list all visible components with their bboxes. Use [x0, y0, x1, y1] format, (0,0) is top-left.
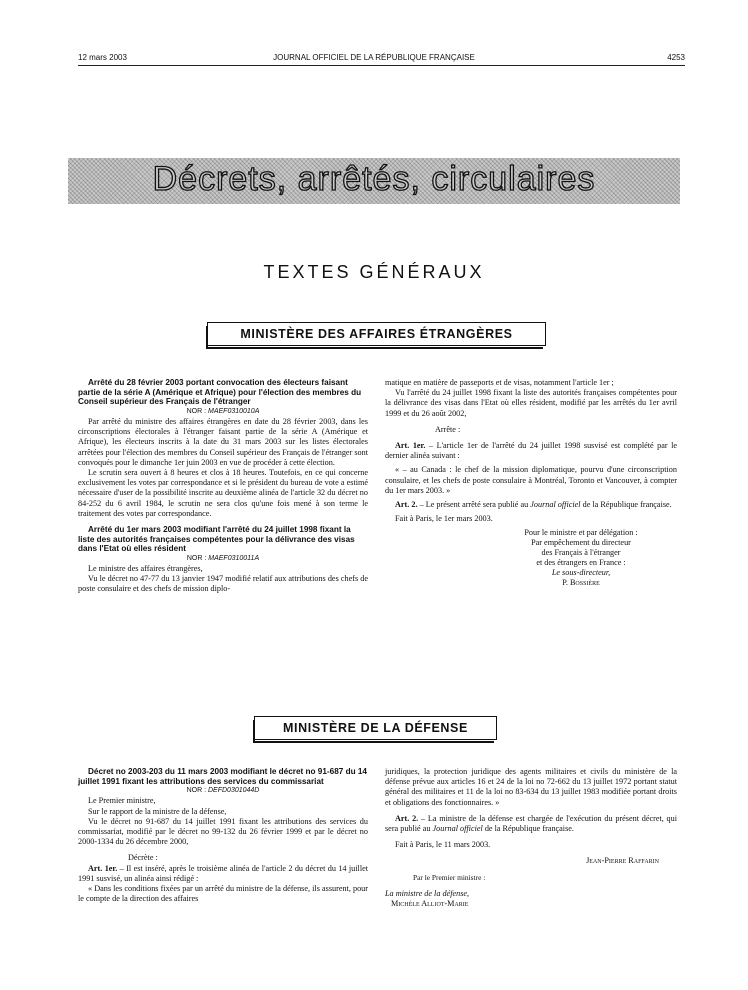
header-page-number: 4253: [667, 53, 685, 62]
header-date: 12 mars 2003: [78, 53, 127, 62]
article-number: Art. 2.: [395, 813, 419, 823]
signer-name: Michèle Alliot-Marie: [391, 899, 469, 909]
signature-block: Pour le ministre et par délégation : Par empêchement du directeur des Français à l'étranger et des étrangers en France : Le sous-directeur, P. Bossière: [485, 528, 677, 588]
article-title: Décret no 2003-203 du 11 mars 2003 modifiant le décret no 91-687 du 14 juillet 1991 fixant les attributions des services du commissariat: [78, 767, 367, 786]
column-right-1: matique en matière de passeports et de visas, notamment l'article 1er ; Vu l'arrêté du 24 juillet 1998 fixant la liste des autorités françaises compétentes pour la délivrance des visas dans l'Etat où elles résident, modifié par les arrêtés du 1er avril 1999 et du 26 août 2002, Arrête : Art. 1er. – L'article 1er de l'arrêté du 24 juillet 1998 susvisé est complété par le dernier alinéa suivant : « – au Canada : le chef de la mission diplomatique, pourvu d'une circonscription consulaire, et les chefs de poste consulaire à Montréal, Toronto et Vancouver, à compter du 1er mars 2003. » Art. 2. – Le présent arrêté sera publié au Journal officiel de la République française. Fait à Paris, le 1er mars 2003. Pour le ministre et par délégation : Par empêchement du directeur des Français à l'étranger et des étrangers en France : Le sous-directeur, P. Bossière: [385, 378, 677, 588]
paragraph: Vu le décret no 91-687 du 14 juillet 1991 fixant les attributions des services du commissariat, modifié par le décret no 99-132 du 26 février 1999 et par le décret no 2000-1334 du 26 décembre 2000,: [78, 816, 368, 847]
arrete-label: Arrête :: [435, 424, 461, 434]
column-right-2: juridiques, la protection juridique des agents militaires et civils du ministère de la défense prévue aux articles 16 et 24 de la loi no 72-662 du 13 juillet 1972 portant statut général des militaires et 11 de la loi no 83-634 du 13 juillet 1983 modifiée portant droits et obligations des fonctionnaires. » Art. 2. – La ministre de la défense est chargée de l'exécution du présent décret, qui sera publié au Journal officiel de la République française. Fait à Paris, le 11 mars 2003. Jean-Pierre Raffarin Par le Premier ministre : La ministre de la défense, Michèle Alliot-Marie: [385, 767, 677, 909]
paragraph: Vu l'arrêté du 24 juillet 1998 fixant la liste des autorités françaises compétentes pour la délivrance des visas dans l'Etat où elles résident, modifié par les arrêtés du 1er avril 1999 et du 26 août 2002,: [385, 388, 677, 418]
paragraph: Le ministre des affaires étrangères,: [88, 564, 203, 573]
fait-a-paris: Fait à Paris, le 11 mars 2003.: [395, 840, 491, 850]
decrete-label: Décrète :: [128, 853, 158, 863]
article-number: Art. 1er.: [395, 441, 426, 451]
paragraph: Le Premier ministre,: [88, 796, 156, 806]
paragraph: juridiques, la protection juridique des agents militaires et civils du ministère de la défense prévue aux articles 16 et 24 de la loi no 72-662 du 13 juillet 1972 portant statut général des militaires et 11 de la loi no 83-634 du 13 juillet 1983 modifiée portant droits et obligations des fonctionnaires. »: [385, 767, 677, 807]
banner-title: Décrets, arrêtés, circulaires: [152, 160, 596, 198]
header-journal-title: JOURNAL OFFICIEL DE LA RÉPUBLIQUE FRANÇAISE: [273, 53, 475, 62]
column-left-1: Arrêté du 28 février 2003 portant convocation des électeurs faisant partie de la série A (Amérique et Afrique) pour l'élection des membres du Conseil supérieur des Français de l'étranger NOR : MAEF0310010A Par arrêté du ministre des affaires étrangères en date du 28 février 2003, dans les circonscriptions électorales à l'étranger faisant partie de la série A (Amérique et Afrique), les électeurs inscrits à la date du 31 mars 2003 sur les listes électorales arrêtées pour l'élection des membres du Conseil supérieur des Français de l'étranger sont convoqués pour le dimanche 1er juin 2003 en vue de procéder à cette élection. Le scrutin sera ouvert à 8 heures et clos à 18 heures. Toutefois, en ce qui concerne exclusivement les votes par correspondance et si le président du bureau de vote a estimé nécessaire d'user de la possibilité inscrite au deuxième alinéa de l'article 32 du décret no 84-252 du 6 avril 1984, le scrutin ne sera clos qu'une fois mené à son terme le traitement des votes par correspondance. Arrêté du 1er mars 2003 modifiant l'arrêté du 24 juillet 1998 fixant la liste des autorités françaises compétentes pour la délivrance des visas dans l'Etat où elles résident NOR : MAEF0310011A Le ministre des affaires étrangères, Vu le décret no 47-77 du 13 janvier 1947 modifié relatif aux attributions des chefs de poste consulaire et des chefs de mission diplo-: [78, 378, 368, 594]
paragraph: Vu le décret no 47-77 du 13 janvier 1947 modifié relatif aux attributions des chefs de poste consulaire et des chefs de mission diplo-: [78, 574, 368, 594]
paragraph: Par arrêté du ministre des affaires étrangères en date du 28 février 2003, dans les circonscriptions électorales à l'étranger faisant partie de la série A (Amérique et Afrique), les électeurs inscrits à la date du 31 mars 2003 sur les listes électorales arrêtées pour l'élection des membres du Conseil supérieur des Français de l'étranger sont convoqués pour le dimanche 1er juin 2003 en vue de procéder à cette élection.: [78, 416, 368, 467]
ministry-name: MINISTÈRE DES AFFAIRES ÉTRANGÈRES: [240, 327, 513, 341]
paragraph: Le scrutin sera ouvert à 8 heures et clos à 18 heures. Toutefois, en ce qui concerne exclusivement les votes par correspondance et si le président du bureau de vote a estimé nécessaire d'user de la possibilité inscrite au deuxième alinéa de l'article 32 du décret no 84-252 du 6 avril 1984, le scrutin ne sera clos qu'une fois mené à son terme le traitement des votes par correspondance.: [78, 468, 368, 518]
article-number: Art. 1er.: [88, 863, 118, 873]
nor-code: MAEF0310010A: [208, 407, 260, 415]
fait-a-paris: Fait à Paris, le 1er mars 2003.: [395, 514, 493, 524]
header-rule: [78, 65, 685, 66]
paragraph: Sur le rapport de la ministre de la défense,: [88, 806, 227, 816]
par-le-premier-ministre: Par le Premier ministre :: [413, 872, 486, 882]
article-title: Arrêté du 1er mars 2003 modifiant l'arrêté du 24 juillet 1998 fixant la liste des autorités françaises compétentes pour la délivrance des visas dans l'Etat où elles résident: [78, 525, 355, 554]
quote: « – au Canada : le chef de la mission diplomatique, pourvu d'une circonscription consulaire, et les chefs de poste consulaire à Montréal, Toronto et Vancouver, à compter du 1er mars 2003. »: [385, 465, 677, 495]
nor-code: DEFD0301044D: [208, 787, 260, 795]
ministry-box-defense: [254, 716, 497, 740]
article-title: Arrêté du 28 février 2003 portant convocation des électeurs faisant partie de la série A (Amérique et Afrique) pour l'élection des membres du Conseil supérieur des Français de l'étranger: [78, 378, 362, 407]
signer-name: P. Bossière: [562, 578, 600, 588]
banner: [68, 158, 680, 204]
paragraph: matique en matière de passeports et de visas, notamment l'article 1er ;: [385, 378, 614, 387]
quote: « Dans les conditions fixées par un arrêté du ministre de la défense, ils assurent, pour le compte de la direction des affaires: [78, 884, 368, 904]
column-left-2: Décret no 2003-203 du 11 mars 2003 modifiant le décret no 91-687 du 14 juillet 1991 fixant les attributions des services du commissariat NOR : DEFD0301044D Le Premier ministre, Sur le rapport de la ministre de la défense, Vu le décret no 91-687 du 14 juillet 1991 fixant les attributions des services du commissariat, modifié par le décret no 99-132 du 26 février 1999 et par le décret no 2000-1334 du 26 décembre 2000, Décrète : Art. 1er. – Il est inséré, après le troisième alinéa de l'article 2 du décret du 14 juillet 1991 susvisé, un alinéa ainsi rédigé : « Dans les conditions fixées par un arrêté du ministre de la défense, ils assurent, pour le compte de la direction des affaires: [78, 767, 368, 904]
signer-name: Jean-Pierre Raffarin: [586, 856, 659, 866]
ministry-name: MINISTÈRE DE LA DÉFENSE: [283, 721, 468, 735]
article-number: Art. 2.: [395, 500, 418, 510]
section-title: TEXTES GÉNÉRAUX: [263, 262, 485, 282]
ministry-box-affaires-etrangeres: [207, 322, 546, 346]
ministre-title: La ministre de la défense,: [385, 888, 470, 898]
nor-code: MAEF0310011A: [208, 554, 260, 562]
